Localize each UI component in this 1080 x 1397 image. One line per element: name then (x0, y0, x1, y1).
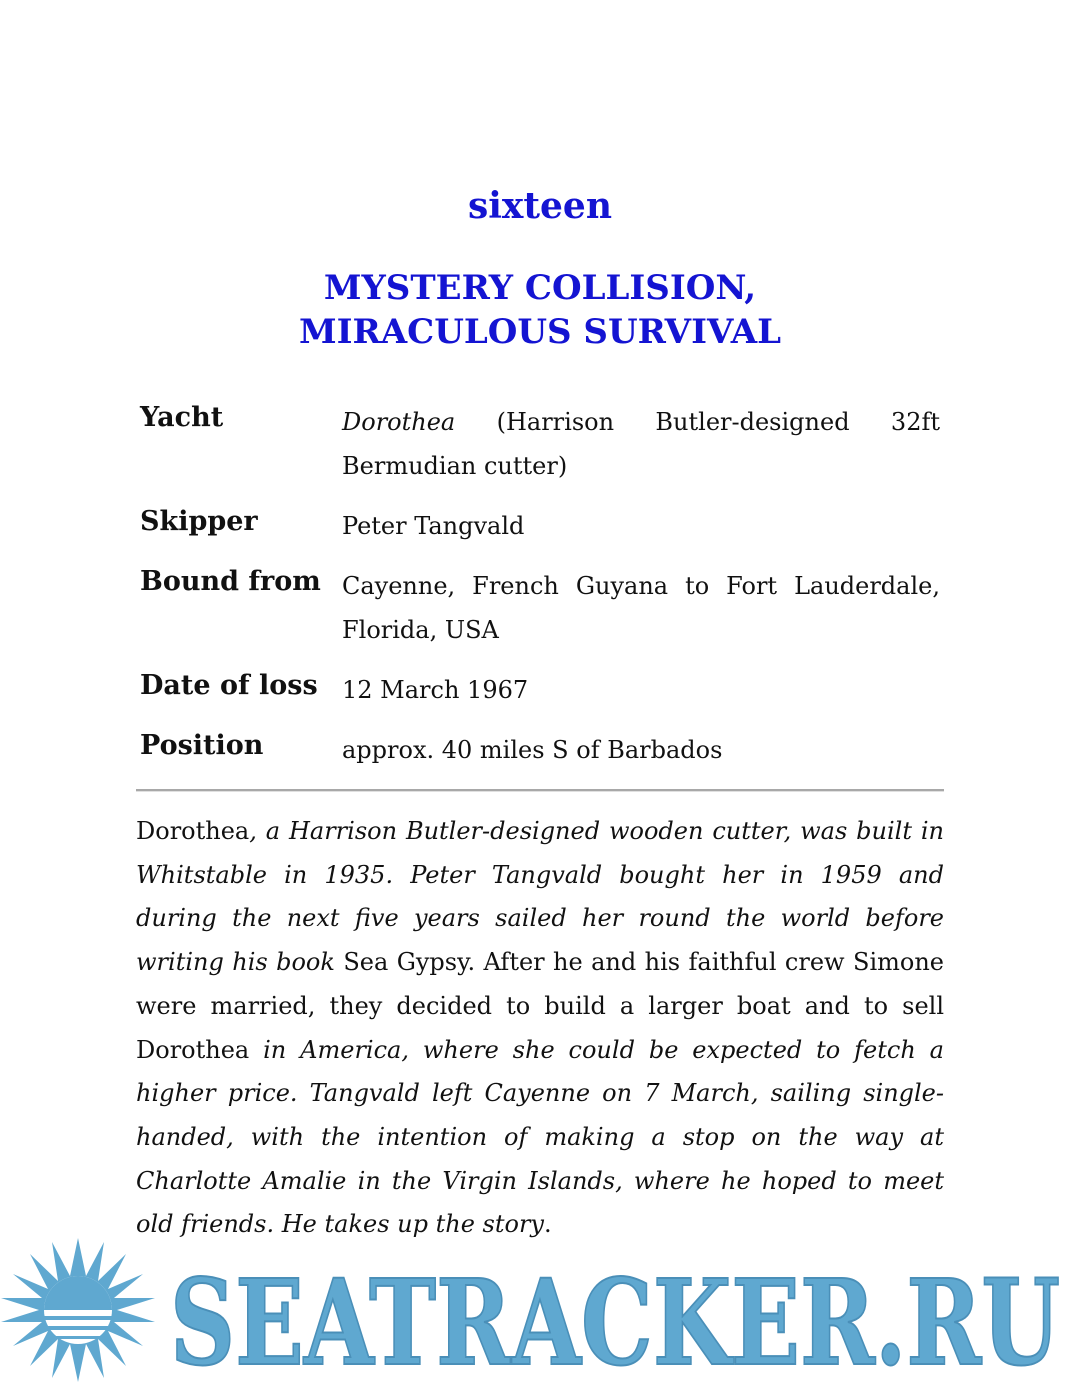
yacht-detail: (Harrison Butler-designed 32ft Bermudian cutter) (342, 408, 940, 480)
chapter-title-line-1: MYSTERY COLLISION, (323, 268, 757, 308)
fact-value-yacht (342, 398, 940, 488)
fact-row-bound-from (140, 562, 940, 652)
intro-final-period: . (543, 1210, 552, 1239)
loss-facts-table (140, 398, 940, 786)
fact-label-date-of-loss: Date of loss (140, 670, 318, 701)
chapter-number: sixteen (467, 185, 613, 227)
fact-label-yacht: Yacht (140, 402, 224, 433)
fact-row-position (140, 726, 940, 772)
fact-label-position: Position (140, 730, 264, 761)
intro-text-3: in America, where she could be expected to fetch a higher price. Tangvald left Cayenne on 7 March, sailing single-handed, with the intention of making a stop on the way at Charlotte Amalie in the Virgin Islands, where he hoped to meet old friends. He takes up the story (136, 1035, 944, 1239)
fact-value-skipper: Peter Tangvald (342, 512, 525, 540)
watermark-text: SEATRACKER.RU (170, 1253, 1060, 1392)
fact-label-skipper: Skipper (140, 506, 258, 537)
fact-row-yacht (140, 398, 940, 488)
fact-value-position: approx. 40 miles S of Barbados (342, 736, 723, 764)
intro-paragraph (136, 810, 944, 1247)
intro-text-1: , a Harrison Butler-designed wooden cutter, was built in Whitstable in 1935. Peter Tangvald bought her in 1959 and during the next five years sailed her round the world before writing his book (136, 817, 944, 977)
intro-period: . After he and his faithful crew Simone were married, they decided to build a larger boat and to sell (136, 948, 944, 1020)
intro-boat-name-1: Dorothea (136, 817, 250, 845)
chapter-title (0, 266, 1080, 354)
chapter-title-line-2: MIRACULOUS SURVIVAL (298, 312, 781, 352)
watermark-logo (0, 1232, 1080, 1397)
fact-row-date-of-loss (140, 666, 940, 712)
sun-icon (1, 1238, 155, 1382)
fact-row-skipper (140, 502, 940, 548)
fact-label-bound-from: Bound from (140, 566, 321, 597)
intro-boat-name-2: Dorothea (136, 1035, 250, 1064)
intro-book-title: Sea Gypsy (343, 948, 468, 977)
section-divider (136, 789, 944, 792)
fact-value-bound-from: Cayenne, French Guyana to Fort Lauderdale, Florida, USA (342, 572, 940, 644)
yacht-name: Dorothea (342, 408, 456, 436)
fact-value-date-of-loss: 12 March 1967 (342, 676, 529, 704)
